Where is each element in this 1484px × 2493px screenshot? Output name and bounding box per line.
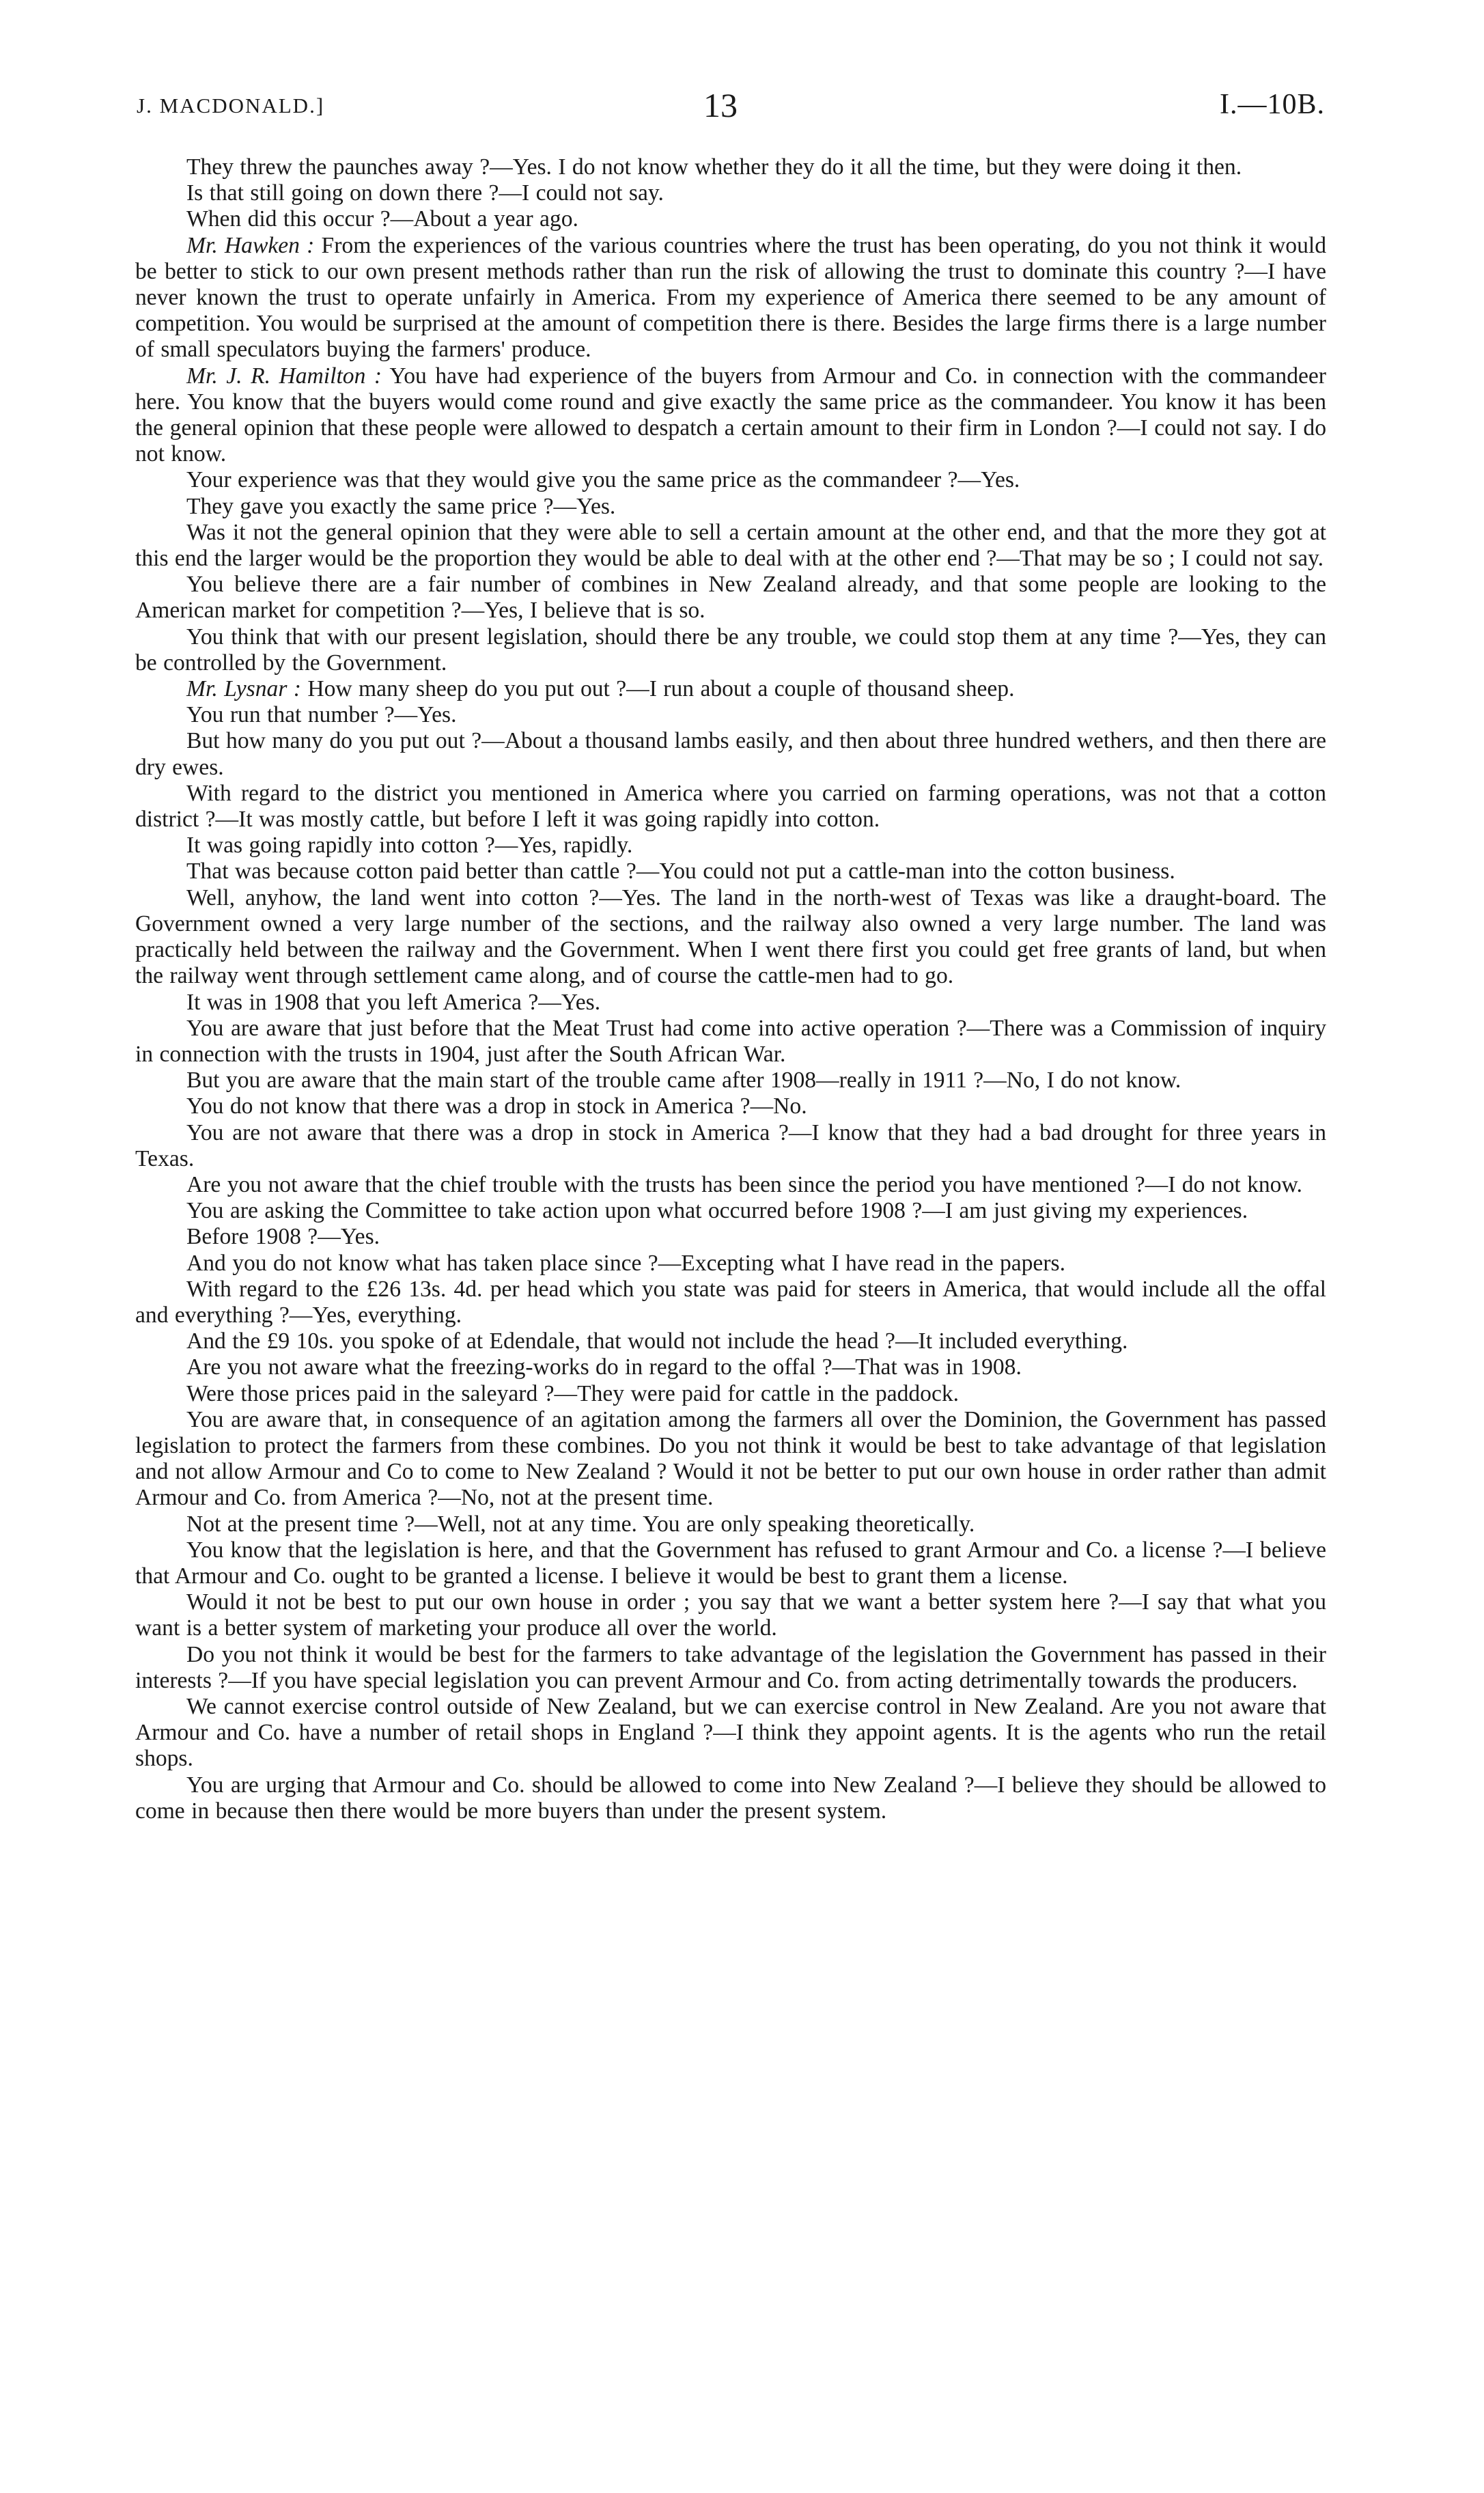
transcript-paragraph [135,859,1326,885]
transcript-paragraph [135,1094,1326,1119]
transcript-paragraph [135,572,1326,624]
paragraph-text: You are not aware that there was a drop in stock in America ?—I know that they had a bad drought for three years in Texas. [135,1119,1326,1171]
transcript-paragraph [135,1537,1326,1589]
transcript-paragraph [135,1224,1326,1250]
paragraph-text: With regard to the £26 13s. 4d. per head which you state was paid for steers in America, that would include all the offal and everything ?—Yes, everything. [135,1276,1326,1328]
paragraph-text: You run that number ?—Yes. [186,702,457,728]
paragraph-text: It was in 1908 that you left America ?—Yes. [186,989,601,1015]
paragraph-text: And you do not know what has taken place since ?—Excepting what I have read in the papers. [186,1250,1065,1276]
transcript-paragraph [135,494,1326,520]
transcript-paragraph [135,1642,1326,1694]
transcript-paragraph [135,206,1326,232]
speaker-name: Mr. J. R. Hamilton : [186,363,382,389]
paragraph-text: But you are aware that the main start of the trouble came after 1908—really in 1911 ?—No, I do not know. [186,1068,1181,1094]
paragraph-text: Before 1908 ?—Yes. [186,1224,380,1250]
transcript-paragraph [135,1354,1326,1380]
transcript-paragraph [135,363,1326,468]
paragraph-text: Are you not aware that the chief trouble with the trusts has been since the period you have mentioned ?—I do not know. [186,1171,1302,1197]
transcript-paragraph [135,676,1326,702]
paragraph-text: You know that the legislation is here, and that the Government has refused to grant Armour and Co. a license ?—I believe that Armour and Co. ought to be granted a license. I believe it would be best to grant them a license. [135,1537,1326,1589]
paragraph-text: That was because cotton paid better than cattle ?—You could not put a cattle-man into the cotton business. [186,859,1175,885]
speaker-name: Mr. Hawken : [186,232,315,258]
transcript-paragraph [135,728,1326,780]
paragraph-text: You are aware that, in consequence of an agitation among the farmers all over the Dominion, the Government has passed legislation to protect the farmers from these combines. Do you not think it would be best to take advantage of that legislation and not allow Armour and Co to come to New Zealand ? Would it not be better to put our own house in order rather than admit Armour and Co. from America ?—No, not at the present time. [135,1406,1326,1511]
paragraph-text: Is that still going on down there ?—I could not say. [186,180,664,206]
paragraph-text: They threw the paunches away ?—Yes. I do not know whether they do it all the time, but they were doing it then. [186,154,1242,180]
transcript-paragraph [135,781,1326,833]
page-number: 13 [703,86,738,124]
transcript-paragraph [135,520,1326,572]
paragraph-text: Do you not think it would be best for the farmers to take advantage of the legislation the Government has passed in their interests ?—If you have special legislation you can prevent Armour and Co. from acting detrimentally towards the producers. [135,1641,1326,1693]
transcript-paragraph [135,1328,1326,1354]
paragraph-text: How many sheep do you put out ?—I run about a couple of thousand sheep. [300,676,1015,702]
paragraph-text: Well, anyhow, the land went into cotton ?—Yes. The land in the north-west of Texas was like a draught-board. The Government owned a very large number of the sections, and the railway also owned a very large number. The land was practically held between the railway and the Government. When I went there first you could get free grants of land, but when the railway went through settlement came along, and of course the cattle-men had to go. [135,885,1326,989]
transcript-paragraph [135,1277,1326,1328]
transcript-paragraph [135,467,1326,493]
transcript-body [135,154,1326,1824]
paragraph-text: You are aware that just before that the Meat Trust had come into active operation ?—There was a Commission of inquiry in connection with the trusts in 1904, just after the South African War. [135,1015,1326,1067]
transcript-paragraph [135,180,1326,206]
transcript-paragraph [135,1068,1326,1094]
paragraph-text: You are urging that Armour and Co. should be allowed to come into New Zealand ?—I believe they should be allowed to come in because then there would be more buyers than under the present system. [135,1772,1326,1824]
page-header [137,85,1325,133]
transcript-paragraph [135,990,1326,1016]
transcript-paragraph [135,624,1326,676]
transcript-paragraph [135,1694,1326,1772]
transcript-paragraph [135,1172,1326,1198]
transcript-paragraph [135,885,1326,990]
paragraph-text: Was it not the general opinion that they were able to sell a certain amount at the other end, and that the more they got at this end the larger would be the proportion they would be able to deal with at the other end ?—That may be so ; I could not say. [135,519,1326,572]
transcript-paragraph [135,1589,1326,1641]
paragraph-text: From the experiences of the various countries where the trust has been operating, do you not think it would be better to stick to our own present methods rather than run the risk of allowing the trust to dominate this country ?—I have never known the trust to operate unfairly in America. From my experience of America there seemed to be any amount of competition. You would be surprised at the amount of competition there is there. Besides the large firms there is a large number of small speculators buying the farmers' produce. [135,232,1326,363]
paragraph-text: Not at the present time ?—Well, not at any time. You are only speaking theoretically. [186,1511,975,1537]
paragraph-text: We cannot exercise control outside of New Zealand, but we can exercise control in New Zealand. Are you not aware that Armour and Co. have a number of retail shops in England ?—I think they appoint agents. It is the agents who run the retail shops. [135,1693,1326,1772]
transcript-paragraph [135,1251,1326,1277]
speaker-name: Mr. Lysnar : [186,676,301,702]
paragraph-text: Your experience was that they would give you the same price as the commandeer ?—Yes. [186,467,1020,493]
paragraph-text: You have had experience of the buyers from Armour and Co. in connection with the commandeer here. You know that the buyers would come round and give exactly the same price as the commandeer. You know it has been the general opinion that these people were allowed to despatch a certain amount to their firm in London ?—I could not say. I do not know. [135,363,1326,467]
paragraph-text: Are you not aware what the freezing-works do in regard to the offal ?—That was in 1908. [186,1354,1022,1380]
transcript-paragraph [135,1772,1326,1824]
paragraph-text: Would it not be best to put our own house in order ; you say that we want a better system here ?—I say that what you want is a better system of marketing your produce all over the world. [135,1589,1326,1641]
paragraph-text: With regard to the district you mentioned in America where you carried on farming operations, was not that a cotton district ?—It was mostly cattle, but before I left it was going rapidly into cotton. [135,780,1326,833]
transcript-paragraph [135,833,1326,859]
paragraph-text: Were those prices paid in the saleyard ?—They were paid for cattle in the paddock. [186,1380,960,1406]
paragraph-text: You believe there are a fair number of combines in New Zealand already, and that some people are looking to the American market for competition ?—Yes, I believe that is so. [135,572,1326,624]
transcript-paragraph [135,1512,1326,1537]
paragraph-text: You do not know that there was a drop in stock in America ?—No. [186,1094,807,1119]
transcript-paragraph [135,1407,1326,1512]
transcript-paragraph [135,1198,1326,1224]
paragraph-text: They gave you exactly the same price ?—Yes. [186,493,616,519]
paragraph-text: You think that with our present legislation, should there be any trouble, we could stop them at any time ?—Yes, they can be controlled by the Government. [135,624,1326,676]
paragraph-text: When did this occur ?—About a year ago. [186,206,578,232]
document-reference: I.—10B. [1220,89,1325,120]
paragraph-text: It was going rapidly into cotton ?—Yes, rapidly. [186,833,633,859]
paragraph-text: And the £9 10s. you spoke of at Edendale, that would not include the head ?—It included everything. [186,1328,1128,1354]
transcript-paragraph [135,154,1326,180]
header-witness-name: J. MACDONALD.] [137,94,325,117]
paragraph-text: You are asking the Committee to take action upon what occurred before 1908 ?—I am just giving my experiences. [186,1198,1248,1224]
transcript-paragraph [135,1120,1326,1172]
transcript-paragraph [135,233,1326,363]
paragraph-text: But how many do you put out ?—About a thousand lambs easily, and then about three hundred wethers, and then there are dry ewes. [135,728,1326,780]
transcript-paragraph [135,702,1326,728]
transcript-paragraph [135,1016,1326,1068]
transcript-paragraph [135,1381,1326,1407]
